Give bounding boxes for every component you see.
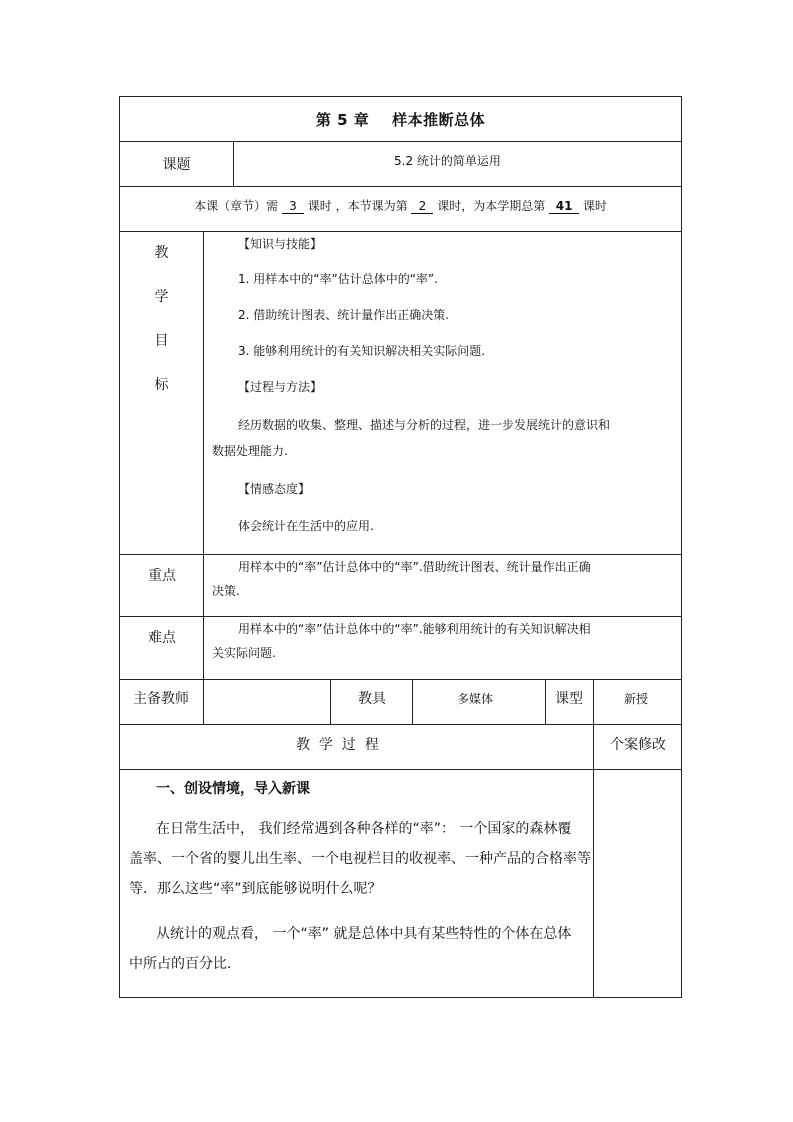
tools-value-cell (412, 680, 545, 724)
hours-text (120, 197, 681, 214)
hours-part2: 课时 ，本节课为第 (307, 199, 408, 213)
objectives-row (119, 232, 682, 555)
key-points-text: 用样本中的“率”估计总体中的“率”.借助统计图表、统计量作出正确 (238, 560, 591, 574)
lesson-topic-label: 课题 (162, 157, 191, 173)
process-content-row (119, 770, 682, 998)
process-header: 教 学 过 程 (296, 737, 379, 753)
objective-heading: 【知识与技能】 (238, 237, 323, 251)
hours-part3: 课时，为本学期总第 (437, 199, 546, 213)
revise-header: 个案修改 (610, 737, 666, 753)
tools-label: 教具 (358, 691, 386, 707)
process-header-row (119, 725, 682, 770)
key-points-label: 重点 (148, 568, 176, 584)
process-paragraph-line: 从统计的观点看， 一个“率” 就是总体中具有某些特性的个体在总体 (156, 926, 572, 942)
objective-item: 1. 用样本中的“率”估计总体中的“率”. (238, 272, 438, 286)
hours-part4: 课时 (582, 199, 607, 213)
process-paragraph-line: 盖率、一个省的婴儿出生率、一个电视栏目的收视率、一种产品的合格率等 (129, 851, 591, 867)
difficulties-text: 关实际问题. (212, 646, 276, 660)
objective-item: 数据处理能力. (212, 444, 288, 458)
revise-content-cell (593, 770, 681, 997)
lesson-topic-cell (233, 142, 681, 186)
objectives-label (120, 232, 203, 554)
key-points-label-cell (120, 555, 203, 616)
objective-item: 经历数据的收集、整理、描述与分析的过程，进一步发展统计的意识和 (238, 418, 611, 432)
revise-header-cell (593, 725, 681, 769)
objectives-label-char: 标 (154, 377, 169, 393)
objective-item: 3. 能够利用统计的有关知识解决相关实际问题. (238, 344, 486, 358)
objective-heading: 【情感态度】 (238, 482, 311, 496)
difficulties-label-cell (120, 617, 203, 679)
type-value: 新授 (624, 692, 649, 706)
process-header-cell (120, 725, 593, 769)
difficulties-text: 用样本中的“率”估计总体中的“率”.能够利用统计的有关知识解决相 (238, 622, 591, 636)
lesson-topic-value: 5.2 统计的简单运用 (394, 154, 501, 168)
difficulties-row (119, 617, 682, 680)
chapter-title: 第 5 章 样本推断总体 (315, 110, 486, 129)
teacher-label: 主备教师 (133, 691, 189, 707)
hours-total: 3 (282, 199, 304, 214)
process-paragraph-line: 在日常生活中， 我们经常遇到各种各样的“率”： 一个国家的森林覆 (156, 821, 572, 837)
type-value-cell (593, 680, 681, 724)
tools-label-cell (330, 680, 412, 724)
hours-current: 2 (411, 199, 433, 214)
teacher-value (203, 680, 330, 724)
lesson-topic-row (119, 142, 682, 187)
key-points-content (203, 555, 681, 616)
objectives-label-char: 教 (154, 245, 169, 261)
objective-item: 体会统计在生活中的应用. (238, 519, 374, 533)
type-label: 课型 (555, 691, 583, 707)
process-section-heading: 一、创设情境，导入新课 (156, 781, 310, 797)
objectives-content (203, 232, 681, 554)
objective-item: 2. 借助统计图表、统计量作出正确决策. (238, 308, 450, 322)
objectives-label-char: 学 (154, 289, 169, 305)
teacher-label-cell (120, 680, 203, 724)
meta-row (119, 680, 682, 725)
process-paragraph-line: 等．那么这些“率”到底能够说明什么呢？ (129, 881, 382, 897)
hours-term: 41 (549, 199, 579, 214)
hours-part1: 本课（章节）需 (194, 199, 279, 213)
chapter-title-row (119, 96, 682, 142)
process-paragraph-line: 中所占的百分比. (129, 956, 232, 972)
type-label-cell (545, 680, 593, 724)
difficulties-content (203, 617, 681, 679)
key-points-row (119, 555, 682, 617)
tools-value: 多媒体 (457, 692, 494, 706)
key-points-text: 决策. (212, 584, 240, 598)
process-content (120, 770, 593, 997)
objectives-label-char: 目 (154, 333, 169, 349)
objective-heading: 【过程与方法】 (238, 380, 323, 394)
lesson-plan-table (119, 96, 682, 998)
difficulties-label: 难点 (148, 630, 176, 646)
hours-row (119, 187, 682, 232)
